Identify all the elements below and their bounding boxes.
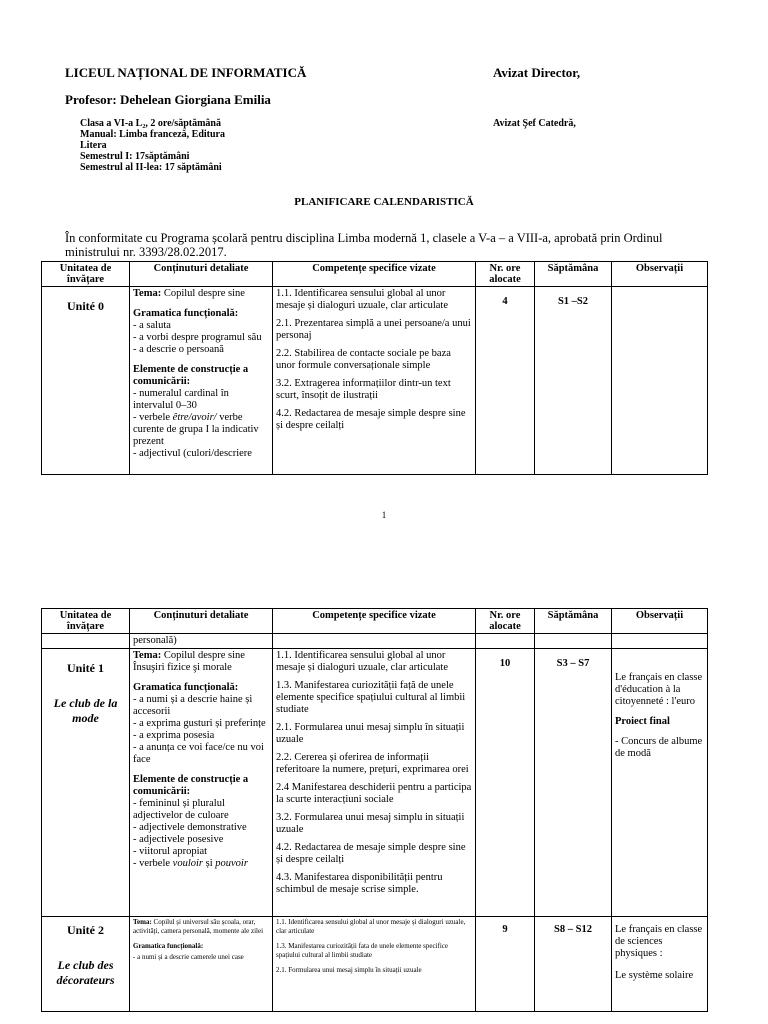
skill-item: 2.1. Formularea unui mesaj simplu în situații uzuale (276, 966, 422, 974)
grammar-label: Gramatica funcțională: (133, 308, 239, 319)
skill-item: 2.4 Manifestarea deschiderii pentru a participa la scurte interacțiuni sociale (276, 782, 472, 805)
table-header-row (42, 609, 708, 634)
unit2-subtitle: Le club des décorateurs (56, 958, 115, 987)
unit1-title: Unité 1 (67, 661, 104, 675)
unit1-note-1: Le français en classe d'éducation à la citoyenneté : l'euro (615, 672, 703, 707)
theme-label: Tema: (133, 288, 162, 299)
table-row-continuation (42, 634, 708, 649)
unit0-skills (273, 287, 476, 475)
header-content: Conținuturi detaliate (130, 262, 273, 287)
skill-item: 2.1. Prezentarea simplă a unei persoane/a unui personaj (276, 318, 471, 341)
unit2-note-1: Le français en classe de sciences physiques : (615, 924, 703, 959)
list-item: - femininul și pluralul adjectivelor de culoare (133, 798, 229, 821)
list-item: - adjectivele demonstrative (133, 822, 247, 833)
header-notes: Observații (612, 262, 708, 287)
unit1-project-label: Proiect final (615, 716, 670, 727)
skill-item: 1.1. Identificarea sensului global al unor mesaje și dialoguri uzuale, clar articulate (276, 288, 449, 311)
semester-1: Semestrul I: 17săptămâni (80, 151, 190, 162)
continuation-text: personală) (130, 634, 273, 649)
table-header-row (42, 262, 708, 287)
manual-info: Manual: Limba franceză, Editura (80, 129, 225, 140)
skill-item: 4.2. Redactarea de mesaje simple despre sine și despre ceilalți (276, 842, 466, 865)
list-item: - a exprima posesia (133, 730, 215, 741)
header-notes: Observații (612, 609, 708, 634)
unit0-hours: 4 (476, 287, 535, 475)
unit0-theme: Copilul despre sine (161, 288, 245, 299)
list-item: - numeralul cardinal în intervalul 0–30 (133, 388, 229, 411)
table-row-unit0 (42, 287, 708, 475)
page-number: 1 (381, 510, 387, 520)
unit0-notes (612, 287, 708, 475)
list-item: - a anunța ce voi face/ce nu voi face (133, 742, 264, 765)
construction-label: Elemente de construcție a comunicării: (133, 774, 249, 797)
table-row-unit1 (42, 649, 708, 917)
unit2-notes (612, 917, 708, 1012)
intro-paragraph: În conformitate cu Programa școlară pentru disciplina Limba modernă 1, clasele a V-a – a VIII-a, aprobată prin Ordinul ministrului nr. 3393/28.02.2017. (65, 231, 663, 259)
unit0-title: Unité 0 (67, 299, 104, 313)
skill-item: 4.2. Redactarea de mesaje simple despre sine și despre ceilalți (276, 408, 466, 431)
unit2-title: Unité 2 (67, 923, 104, 937)
list-item: - verbele vouloir și pouvoir (133, 858, 248, 869)
unit1-skills (273, 649, 476, 917)
skill-item: 2.1. Formularea unui mesaj simplu în situații uzuale (276, 722, 465, 745)
list-item: - a numi și a descrie camerele unei case (133, 953, 244, 961)
school-name: LICEUL NAȚIONAL DE INFORMATICĂ (65, 65, 307, 80)
skill-item: 1.1. Identificarea sensului global al unor mesaje și dialoguri uzuale, clar articulate (276, 918, 466, 935)
unit2-content: Tema: Copilul și universul său școala, orar, activități, camera personală, momente ale zilei Gramatica funcțională: - a numi și a descrie camerele unei case (130, 917, 273, 1012)
skill-item: 4.3. Manifestarea disponibilității pentru schimbul de mesaje scrise simple. (276, 872, 443, 895)
unit1-theme: Copilul despre sine (161, 650, 245, 661)
skill-item: 3.2. Formularea unui mesaj simplu in situații uzuale (276, 812, 465, 835)
unit1-hours: 10 (476, 649, 535, 917)
unit2-note-2: Le système solaire (615, 970, 694, 981)
skill-item: 1.1. Identificarea sensului global al unor mesaje și dialoguri uzuale, clar articulate (276, 650, 449, 673)
header-skills: Competențe specifice vizate (273, 609, 476, 634)
header-hours: Nr. ore alocate (476, 609, 535, 634)
list-item: - verbele être/avoir/ verbe curente de grupa I la indicativ prezent (133, 412, 259, 447)
skill-item: 2.2. Stabilirea de contacte sociale pe baza unor formule conversaționale simple (276, 348, 451, 371)
header-unit: Unitatea de învățare (42, 262, 130, 287)
manual-info-2: Litera (80, 140, 107, 151)
list-item: - adjectivele posesive (133, 834, 224, 845)
skill-item: 1.3. Manifestarea curiozității față de unele elemente specifice spațiului cultural al limbii studiate (276, 680, 466, 715)
unit0-content (130, 287, 273, 475)
teacher-name: Profesor: Dehelean Giorgiana Emilia (65, 92, 271, 107)
class-info: Clasa a VI-a L₂, 2 ore/săptămână (80, 118, 221, 129)
list-item: - a numi și a descrie haine și accesorii (133, 694, 253, 717)
skill-item: 1.3. Manifestarea curiozității fata de unele elemente specifice spațiului cultural al limbii studiate (276, 942, 448, 959)
list-item: - a vorbi despre programul său (133, 332, 262, 343)
unit1-content (130, 649, 273, 917)
list-item: - a descrie o persoană (133, 344, 224, 355)
plan-table-page-1 (41, 261, 708, 475)
unit2-skills (273, 917, 476, 1012)
unit1-week: S3 – S7 (535, 649, 612, 917)
theme-label: Tema: (133, 650, 162, 661)
grammar-label: Gramatica funcțională: (133, 682, 239, 693)
list-item: - viitorul apropiat (133, 846, 208, 857)
list-item: - a exprima gusturi și preferințe (133, 718, 266, 729)
unit1-theme-2: Însuşiri fizice şi morale (133, 662, 232, 673)
unit2-hours: 9 (476, 917, 535, 1012)
header-week: Săptămâna (535, 609, 612, 634)
list-item: - adjectivul (culori/descriere (133, 448, 252, 459)
header-hours: Nr. ore alocate (476, 262, 535, 287)
header-content: Conținuturi detaliate (130, 609, 273, 634)
header-unit: Unitatea de învățare (42, 609, 130, 634)
class-info-block (80, 118, 300, 173)
grammar-label: Gramatica funcțională: (133, 942, 204, 950)
unit2-week: S8 – S12 (535, 917, 612, 1012)
approval-head: Avizat Şef Catedră, (493, 118, 576, 129)
skill-item: 2.2. Cererea și oferirea de informații referitoare la numere, prețuri, exprimarea orei (276, 752, 469, 775)
list-item: - a saluta (133, 320, 171, 331)
skill-item: 3.2. Extragerea informațiilor dintr-un text scurt, însoțit de ilustrații (276, 378, 451, 401)
semester-2: Semestrul al II-lea: 17 săptămâni (80, 162, 222, 173)
unit1-subtitle: Le club de la mode (53, 696, 118, 725)
table-row-unit2 (42, 917, 708, 1012)
unit1-notes (612, 649, 708, 917)
approval-director: Avizat Director, (493, 65, 581, 80)
header-week: Săptămâna (535, 262, 612, 287)
unit0-week: S1 –S2 (535, 287, 612, 475)
header-skills: Competențe specifice vizate (273, 262, 476, 287)
construction-label: Elemente de construcție a comunicării: (133, 364, 249, 387)
document-title: PLANIFICARE CALENDARISTICĂ (294, 196, 474, 208)
unit1-note-2: - Concurs de albume de modă (615, 736, 703, 759)
plan-table-page-2 (41, 608, 708, 1012)
